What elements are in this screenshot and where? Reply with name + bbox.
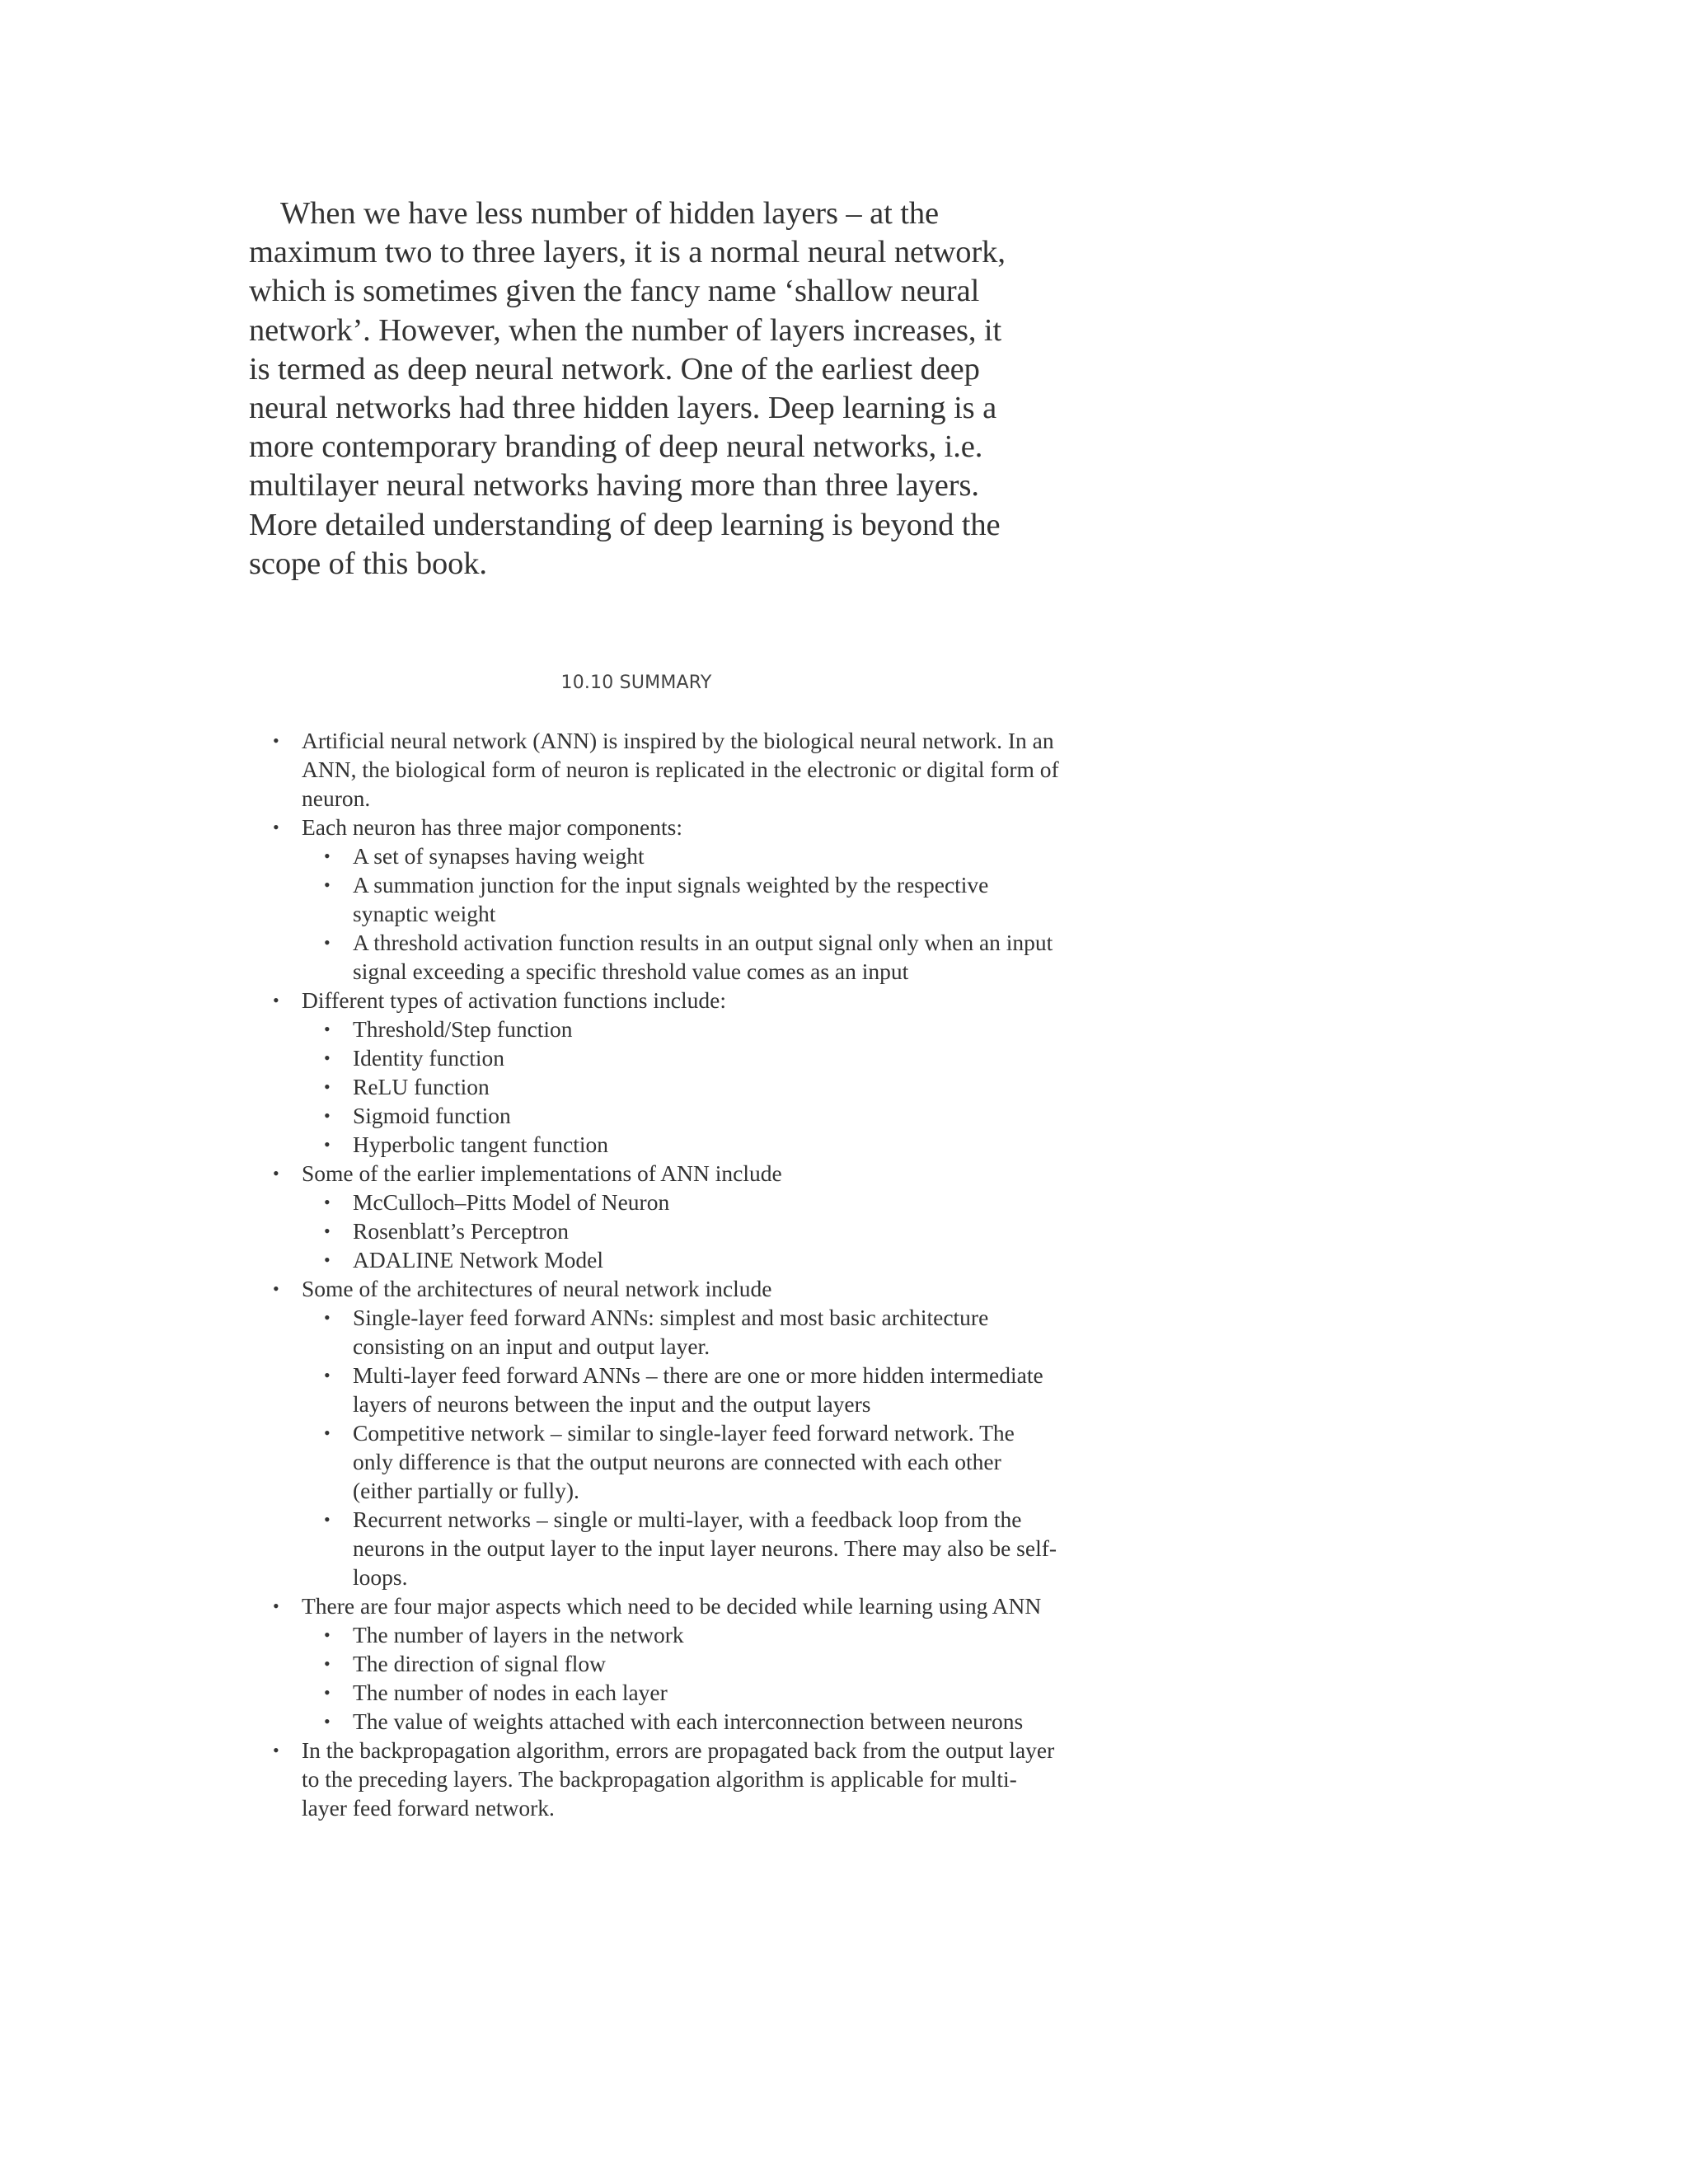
summary-sublist — [302, 1620, 1060, 1736]
summary-subitem: • Competitive network – similar to single-layer feed forward network. The only difference is that the output neurons are connected with each other (either partially or fully). — [353, 1418, 1060, 1505]
summary-item — [302, 726, 1060, 813]
summary-item-text: There are four major aspects which need to be decided while learning using ANN — [302, 1593, 1042, 1619]
summary-subitem: • Hyperbolic tangent function — [353, 1130, 1060, 1159]
summary-sublist — [302, 1188, 1060, 1274]
summary-item — [302, 986, 1060, 1159]
summary-subitem: • A threshold activation function results in an output signal only when an input signal exceeding a specific threshold value comes as an input — [353, 928, 1060, 986]
summary-item-text: In the backpropagation algorithm, errors are propagated back from the output layer to the preceding layers. The backpropagation algorithm is applicable for multi-layer feed forward network. — [302, 1737, 1055, 1821]
summary-subitem: • The number of layers in the network — [353, 1620, 1060, 1649]
section-heading: 10.10 SUMMARY — [560, 673, 712, 693]
summary-subitem: • The direction of signal flow — [353, 1649, 1060, 1678]
summary-sublist — [302, 1303, 1060, 1591]
summary-subitem: • McCulloch–Pitts Model of Neuron — [353, 1188, 1060, 1216]
summary-item — [302, 813, 1060, 986]
summary-subitem: • Single-layer feed forward ANNs: simplest and most basic architecture consisting on an input and output layer. — [353, 1303, 1060, 1361]
summary-subitem: • Recurrent networks – single or multi-layer, with a feedback loop from the neurons in the output layer to the input layer neurons. There may also be self-loops. — [353, 1505, 1060, 1591]
summary-subitem: • ReLU function — [353, 1072, 1060, 1101]
summary-item-text: Different types of activation functions include: — [302, 987, 726, 1013]
summary-subitem: • Identity function — [353, 1043, 1060, 1072]
summary-subitem: • A summation junction for the input signals weighted by the respective synaptic weight — [353, 870, 1060, 928]
intro-paragraph: When we have less number of hidden layers – at the maximum two to three layers, it is a normal neural network, which is sometimes given the fancy name ‘shallow neural network’. However, when the number of layers increases, it is termed as deep neural network. One of the earliest deep neural networks had three hidden layers. Deep learning is a more contemporary branding of deep neural networks, i.e. multilayer neural networks having more than three layers. More detailed understanding of deep learning is beyond the scope of this book. — [249, 196, 1006, 581]
summary-list — [250, 726, 1060, 1822]
summary-sublist — [302, 841, 1060, 986]
summary-item — [302, 1274, 1060, 1591]
summary-item — [302, 1736, 1060, 1822]
summary-subitem: • The number of nodes in each layer — [353, 1678, 1060, 1707]
summary-subitem: • ADALINE Network Model — [353, 1245, 1060, 1274]
summary-item-text: Each neuron has three major components: — [302, 814, 682, 840]
summary-subitem: • Rosenblatt’s Perceptron — [353, 1216, 1060, 1245]
summary-item — [302, 1591, 1060, 1736]
summary-item-text: Some of the architectures of neural network include — [302, 1276, 772, 1301]
summary-item — [302, 1159, 1060, 1274]
summary-sublist — [302, 1015, 1060, 1159]
summary-item-text: Artificial neural network (ANN) is inspired by the biological neural network. In an ANN, the biological form of neuron is replicated in the electronic or digital form of neuron. — [302, 728, 1059, 811]
summary-subitem: • Multi-layer feed forward ANNs – there are one or more hidden intermediate layers of neurons between the input and the output layers — [353, 1361, 1060, 1418]
summary-subitem: • The value of weights attached with each interconnection between neurons — [353, 1707, 1060, 1736]
summary-subitem: • Threshold/Step function — [353, 1015, 1060, 1043]
summary-subitem: • A set of synapses having weight — [353, 841, 1060, 870]
summary-item-text: Some of the earlier implementations of ANN include — [302, 1160, 782, 1186]
summary-subitem: • Sigmoid function — [353, 1101, 1060, 1130]
